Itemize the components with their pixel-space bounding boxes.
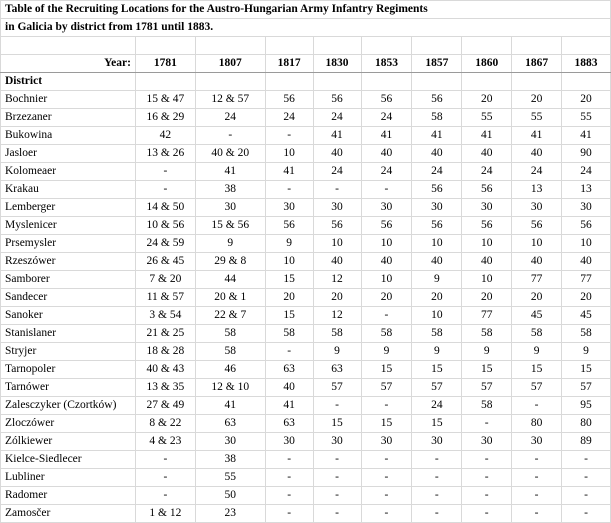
value-cell[interactable]: 63 <box>313 360 361 378</box>
value-cell[interactable]: 41 <box>195 162 265 180</box>
value-cell[interactable]: 57 <box>412 378 462 396</box>
table-row <box>1 144 611 162</box>
value-cell[interactable]: 24 <box>512 162 562 180</box>
value-cell[interactable]: 58 <box>195 342 265 360</box>
value-cell[interactable]: 12 <box>313 306 361 324</box>
district-name-cell[interactable]: Kielce-Siedlecer <box>1 450 136 468</box>
value-cell[interactable]: 55 <box>195 468 265 486</box>
table-row <box>1 450 611 468</box>
value-cell[interactable]: 30 <box>512 198 562 216</box>
value-cell[interactable]: - <box>135 180 195 198</box>
table-row <box>1 360 611 378</box>
value-cell[interactable]: 56 <box>361 216 412 234</box>
value-cell[interactable]: 15 <box>412 414 462 432</box>
value-cell[interactable]: 24 & 59 <box>135 234 195 252</box>
value-cell[interactable]: 38 <box>195 450 265 468</box>
value-cell[interactable]: 58 <box>562 324 611 342</box>
value-cell[interactable]: - <box>135 162 195 180</box>
value-cell[interactable]: 24 <box>462 162 512 180</box>
value-cell[interactable]: - <box>412 486 462 504</box>
value-cell[interactable]: 40 <box>313 144 361 162</box>
value-cell[interactable]: 77 <box>512 270 562 288</box>
value-cell[interactable]: 41 <box>265 162 313 180</box>
value-cell[interactable]: 10 <box>265 144 313 162</box>
value-cell[interactable]: 30 <box>195 198 265 216</box>
value-cell[interactable]: 77 <box>462 306 512 324</box>
district-name-cell[interactable]: Bukowina <box>1 126 136 144</box>
value-cell[interactable]: - <box>562 450 611 468</box>
value-cell[interactable]: - <box>361 504 412 522</box>
value-cell[interactable]: 30 <box>562 198 611 216</box>
value-cell[interactable]: 20 <box>412 288 462 306</box>
table-row <box>1 378 611 396</box>
value-cell[interactable]: 56 <box>265 90 313 108</box>
value-cell[interactable]: 57 <box>562 378 611 396</box>
value-cell[interactable]: 40 <box>512 252 562 270</box>
district-header-row <box>1 72 611 90</box>
year-header-cell[interactable]: 1853 <box>361 54 412 72</box>
value-cell[interactable]: - <box>313 396 361 414</box>
table-row <box>1 90 611 108</box>
value-cell[interactable]: 40 <box>265 378 313 396</box>
year-header-cell[interactable]: 1817 <box>265 54 313 72</box>
value-cell[interactable]: 57 <box>313 378 361 396</box>
value-cell[interactable]: 16 & 29 <box>135 108 195 126</box>
value-cell[interactable]: - <box>135 450 195 468</box>
value-cell[interactable]: - <box>135 468 195 486</box>
district-name-cell[interactable]: Radomer <box>1 486 136 504</box>
table-title-line1: Table of the Recruiting Locations for the Austro-Hungarian Army Infantry Regiments <box>5 3 428 15</box>
value-cell[interactable]: 9 <box>361 342 412 360</box>
value-cell[interactable]: - <box>462 414 512 432</box>
table-row <box>1 306 611 324</box>
value-cell[interactable]: - <box>361 486 412 504</box>
year-header-cell[interactable]: 1857 <box>412 54 462 72</box>
value-cell[interactable]: 20 <box>361 288 412 306</box>
value-cell[interactable]: 41 <box>361 126 412 144</box>
value-cell[interactable]: 41 <box>562 126 611 144</box>
table-row <box>1 486 611 504</box>
value-cell[interactable]: 11 & 57 <box>135 288 195 306</box>
district-name-cell[interactable]: Tarnówer <box>1 378 136 396</box>
table-row <box>1 504 611 522</box>
value-cell[interactable]: 45 <box>562 306 611 324</box>
value-cell[interactable]: 20 <box>265 288 313 306</box>
district-name-cell[interactable]: Stanislaner <box>1 324 136 342</box>
value-cell[interactable]: 30 <box>361 432 412 450</box>
year-header-cell[interactable]: 1830 <box>313 54 361 72</box>
value-cell[interactable]: 58 <box>462 324 512 342</box>
district-name-cell[interactable]: Lubliner <box>1 468 136 486</box>
value-cell[interactable]: 20 <box>462 90 512 108</box>
table-row <box>1 216 611 234</box>
value-cell[interactable]: 58 <box>265 324 313 342</box>
value-cell[interactable]: - <box>265 504 313 522</box>
value-cell[interactable]: - <box>462 486 512 504</box>
value-cell[interactable]: - <box>265 180 313 198</box>
value-cell[interactable]: 10 <box>313 234 361 252</box>
value-cell[interactable]: 40 <box>361 252 412 270</box>
value-cell[interactable]: 41 <box>512 126 562 144</box>
value-cell[interactable]: 15 <box>412 360 462 378</box>
value-cell[interactable]: - <box>361 396 412 414</box>
value-cell[interactable]: 56 <box>313 90 361 108</box>
value-cell[interactable]: 30 <box>195 432 265 450</box>
value-cell[interactable]: 95 <box>562 396 611 414</box>
value-cell[interactable]: 24 <box>361 162 412 180</box>
value-cell[interactable]: 20 <box>462 288 512 306</box>
table-row <box>1 126 611 144</box>
value-cell[interactable]: 18 & 28 <box>135 342 195 360</box>
value-cell[interactable]: 12 & 10 <box>195 378 265 396</box>
blank-row <box>1 37 611 55</box>
district-name-cell[interactable]: Samborer <box>1 270 136 288</box>
value-cell[interactable]: 40 & 43 <box>135 360 195 378</box>
value-cell[interactable]: 24 <box>562 162 611 180</box>
value-cell[interactable]: 10 <box>412 234 462 252</box>
table-row <box>1 180 611 198</box>
value-cell[interactable]: 56 <box>412 216 462 234</box>
value-cell[interactable]: - <box>462 504 512 522</box>
value-cell[interactable]: 15 <box>265 270 313 288</box>
value-cell[interactable]: 10 <box>265 252 313 270</box>
value-cell[interactable]: - <box>265 450 313 468</box>
value-cell[interactable]: 45 <box>512 306 562 324</box>
value-cell[interactable]: 40 <box>562 252 611 270</box>
district-name-cell[interactable]: Prsemysler <box>1 234 136 252</box>
value-cell[interactable]: - <box>562 504 611 522</box>
value-cell[interactable]: 56 <box>462 180 512 198</box>
value-cell[interactable]: 40 <box>313 252 361 270</box>
value-cell[interactable]: 10 <box>361 270 412 288</box>
value-cell[interactable]: 40 <box>462 252 512 270</box>
value-cell[interactable]: 9 <box>562 342 611 360</box>
value-cell[interactable]: 56 <box>512 216 562 234</box>
table-row <box>1 108 611 126</box>
value-cell[interactable]: 40 <box>412 144 462 162</box>
district-name-cell[interactable]: Krakau <box>1 180 136 198</box>
value-cell[interactable]: 57 <box>512 378 562 396</box>
value-cell[interactable]: 46 <box>195 360 265 378</box>
year-header-cell[interactable]: 1781 <box>135 54 195 72</box>
value-cell[interactable]: 63 <box>265 414 313 432</box>
value-cell[interactable]: 15 & 47 <box>135 90 195 108</box>
value-cell[interactable]: 20 & 1 <box>195 288 265 306</box>
value-cell[interactable]: 30 <box>313 198 361 216</box>
value-cell[interactable]: 12 <box>313 270 361 288</box>
value-cell[interactable]: 40 & 20 <box>195 144 265 162</box>
value-cell[interactable]: 10 <box>412 306 462 324</box>
table-row <box>1 288 611 306</box>
table-row <box>1 270 611 288</box>
value-cell[interactable]: 23 <box>195 504 265 522</box>
district-name-cell[interactable]: Zloczówer <box>1 414 136 432</box>
value-cell[interactable]: 26 & 45 <box>135 252 195 270</box>
district-name-cell[interactable]: Myslenicer <box>1 216 136 234</box>
value-cell[interactable]: - <box>361 468 412 486</box>
district-name-cell[interactable]: Rzeszówer <box>1 252 136 270</box>
value-cell[interactable]: 13 & 26 <box>135 144 195 162</box>
value-cell[interactable]: - <box>462 468 512 486</box>
value-cell[interactable]: 56 <box>361 90 412 108</box>
value-cell[interactable]: 44 <box>195 270 265 288</box>
district-name-cell[interactable]: Zólkiewer <box>1 432 136 450</box>
value-cell[interactable]: - <box>313 180 361 198</box>
value-cell[interactable]: 8 & 22 <box>135 414 195 432</box>
value-cell[interactable]: - <box>313 468 361 486</box>
value-cell[interactable]: 30 <box>412 432 462 450</box>
value-cell[interactable]: 15 <box>361 414 412 432</box>
value-cell[interactable]: 14 & 50 <box>135 198 195 216</box>
title-row-2 <box>1 19 611 37</box>
value-cell[interactable]: - <box>361 180 412 198</box>
value-cell[interactable]: 10 <box>512 234 562 252</box>
value-cell[interactable]: 30 <box>412 198 462 216</box>
value-cell[interactable]: 29 & 8 <box>195 252 265 270</box>
value-cell[interactable]: 9 <box>313 342 361 360</box>
value-cell[interactable]: 42 <box>135 126 195 144</box>
table-row <box>1 468 611 486</box>
year-header-cell[interactable]: 1807 <box>195 54 265 72</box>
value-cell[interactable]: 10 <box>462 270 512 288</box>
district-name-cell[interactable]: Kolomeaer <box>1 162 136 180</box>
table-row <box>1 324 611 342</box>
value-cell[interactable]: 89 <box>562 432 611 450</box>
value-cell[interactable]: 9 <box>412 270 462 288</box>
value-cell[interactable]: 30 <box>462 198 512 216</box>
value-cell[interactable]: - <box>412 450 462 468</box>
value-cell[interactable]: - <box>265 126 313 144</box>
value-cell[interactable]: 30 <box>462 432 512 450</box>
value-cell[interactable]: 50 <box>195 486 265 504</box>
value-cell[interactable]: 24 <box>412 162 462 180</box>
district-name-cell[interactable]: Lemberger <box>1 198 136 216</box>
district-name-cell[interactable]: Zamosčer <box>1 504 136 522</box>
value-cell[interactable]: - <box>265 486 313 504</box>
value-cell[interactable]: 58 <box>412 108 462 126</box>
value-cell[interactable]: - <box>562 486 611 504</box>
table-title-line2: in Galicia by district from 1781 until 1883. <box>5 21 214 33</box>
value-cell[interactable]: 30 <box>265 198 313 216</box>
title-row-1 <box>1 1 611 19</box>
value-cell[interactable]: - <box>512 450 562 468</box>
value-cell[interactable]: 27 & 49 <box>135 396 195 414</box>
value-cell[interactable]: 10 & 56 <box>135 216 195 234</box>
value-cell[interactable]: 41 <box>313 126 361 144</box>
value-cell[interactable]: 80 <box>562 414 611 432</box>
table-row <box>1 234 611 252</box>
value-cell[interactable]: 10 <box>462 234 512 252</box>
value-cell[interactable]: 22 & 7 <box>195 306 265 324</box>
district-name-cell[interactable]: Tarnopoler <box>1 360 136 378</box>
value-cell[interactable]: 13 <box>562 180 611 198</box>
value-cell[interactable]: 55 <box>512 108 562 126</box>
value-cell[interactable]: - <box>462 450 512 468</box>
value-cell[interactable]: 9 <box>512 342 562 360</box>
year-header-cell[interactable]: 1867 <box>512 54 562 72</box>
value-cell[interactable]: 9 <box>265 234 313 252</box>
value-cell[interactable]: 56 <box>313 216 361 234</box>
value-cell[interactable]: 9 <box>462 342 512 360</box>
value-cell[interactable]: 56 <box>412 180 462 198</box>
value-cell[interactable]: 41 <box>412 126 462 144</box>
value-cell[interactable]: 41 <box>265 396 313 414</box>
value-cell[interactable]: 57 <box>462 378 512 396</box>
district-name-cell[interactable]: Jasloer <box>1 144 136 162</box>
year-label[interactable]: Year: <box>1 54 136 72</box>
value-cell[interactable]: 63 <box>195 414 265 432</box>
district-name-cell[interactable]: Zalesczyker (Czortków) <box>1 396 136 414</box>
value-cell[interactable]: - <box>265 468 313 486</box>
value-cell[interactable]: 40 <box>412 252 462 270</box>
value-cell[interactable]: 40 <box>462 144 512 162</box>
value-cell[interactable]: - <box>265 342 313 360</box>
district-name-cell[interactable]: Stryjer <box>1 342 136 360</box>
table-row <box>1 162 611 180</box>
value-cell[interactable]: 63 <box>265 360 313 378</box>
value-cell[interactable]: 58 <box>512 324 562 342</box>
value-cell[interactable]: 24 <box>313 162 361 180</box>
value-cell[interactable]: 38 <box>195 180 265 198</box>
value-cell[interactable]: - <box>512 504 562 522</box>
value-cell[interactable]: 3 & 54 <box>135 306 195 324</box>
table-row <box>1 396 611 414</box>
value-cell[interactable]: - <box>313 504 361 522</box>
value-cell[interactable]: 15 <box>313 414 361 432</box>
value-cell[interactable]: 15 & 56 <box>195 216 265 234</box>
value-cell[interactable]: 30 <box>512 432 562 450</box>
value-cell[interactable]: 40 <box>361 144 412 162</box>
value-cell[interactable]: 10 <box>562 234 611 252</box>
value-cell[interactable]: - <box>562 468 611 486</box>
value-cell[interactable]: 24 <box>195 108 265 126</box>
value-cell[interactable]: 20 <box>512 288 562 306</box>
value-cell[interactable]: 41 <box>195 396 265 414</box>
value-cell[interactable]: 58 <box>412 324 462 342</box>
value-cell[interactable]: - <box>361 306 412 324</box>
table-row <box>1 432 611 450</box>
value-cell[interactable]: 30 <box>265 432 313 450</box>
subtitle-cell[interactable] <box>1 19 611 37</box>
value-cell[interactable]: - <box>512 486 562 504</box>
value-cell[interactable]: - <box>512 468 562 486</box>
value-cell[interactable]: 15 <box>361 360 412 378</box>
value-cell[interactable]: 77 <box>562 270 611 288</box>
district-name-cell[interactable]: Bochnier <box>1 90 136 108</box>
value-cell[interactable]: 10 <box>361 234 412 252</box>
value-cell[interactable]: 56 <box>412 90 462 108</box>
value-cell[interactable]: 9 <box>195 234 265 252</box>
value-cell[interactable]: 12 & 57 <box>195 90 265 108</box>
value-cell[interactable]: - <box>412 504 462 522</box>
value-cell[interactable]: 90 <box>562 144 611 162</box>
table-row <box>1 252 611 270</box>
value-cell[interactable]: 55 <box>562 108 611 126</box>
value-cell[interactable]: 21 & 25 <box>135 324 195 342</box>
value-cell[interactable]: - <box>313 450 361 468</box>
value-cell[interactable]: 15 <box>265 306 313 324</box>
value-cell[interactable]: 15 <box>512 360 562 378</box>
value-cell[interactable]: 20 <box>562 90 611 108</box>
value-cell[interactable]: 40 <box>512 144 562 162</box>
year-header-cell[interactable]: 1883 <box>562 54 611 72</box>
value-cell[interactable]: 24 <box>412 396 462 414</box>
title-cell[interactable] <box>1 1 611 19</box>
value-cell[interactable]: 56 <box>265 216 313 234</box>
value-cell[interactable]: 55 <box>462 108 512 126</box>
value-cell[interactable]: 13 <box>512 180 562 198</box>
table-row <box>1 342 611 360</box>
value-cell[interactable]: 20 <box>313 288 361 306</box>
value-cell[interactable]: 24 <box>361 108 412 126</box>
value-cell[interactable]: 57 <box>361 378 412 396</box>
value-cell[interactable]: 15 <box>462 360 512 378</box>
value-cell[interactable]: 9 <box>412 342 462 360</box>
value-cell[interactable]: 80 <box>512 414 562 432</box>
value-cell[interactable]: 30 <box>361 198 412 216</box>
value-cell[interactable]: 1 & 12 <box>135 504 195 522</box>
table-row <box>1 414 611 432</box>
value-cell[interactable]: 20 <box>562 288 611 306</box>
value-cell[interactable]: 58 <box>462 396 512 414</box>
value-cell[interactable]: - <box>135 486 195 504</box>
value-cell[interactable]: 56 <box>462 216 512 234</box>
year-header-row <box>1 54 611 72</box>
value-cell[interactable]: 58 <box>313 324 361 342</box>
district-name-cell[interactable]: Sandecer <box>1 288 136 306</box>
district-label[interactable]: District <box>1 72 136 90</box>
value-cell[interactable]: 15 <box>562 360 611 378</box>
value-cell[interactable]: 58 <box>195 324 265 342</box>
value-cell[interactable]: 58 <box>361 324 412 342</box>
value-cell[interactable]: - <box>313 486 361 504</box>
value-cell[interactable]: - <box>195 126 265 144</box>
value-cell[interactable]: 20 <box>512 90 562 108</box>
value-cell[interactable]: 13 & 35 <box>135 378 195 396</box>
year-header-cell[interactable]: 1860 <box>462 54 512 72</box>
value-cell[interactable]: - <box>512 396 562 414</box>
value-cell[interactable]: 56 <box>562 216 611 234</box>
value-cell[interactable]: 4 & 23 <box>135 432 195 450</box>
value-cell[interactable]: - <box>412 468 462 486</box>
value-cell[interactable]: 41 <box>462 126 512 144</box>
district-name-cell[interactable]: Sanoker <box>1 306 136 324</box>
value-cell[interactable]: 7 & 20 <box>135 270 195 288</box>
blank-cell[interactable] <box>1 37 136 55</box>
table-row <box>1 198 611 216</box>
value-cell[interactable]: 24 <box>313 108 361 126</box>
value-cell[interactable]: 24 <box>265 108 313 126</box>
value-cell[interactable]: 30 <box>313 432 361 450</box>
district-name-cell[interactable]: Brzezaner <box>1 108 136 126</box>
value-cell[interactable]: - <box>361 450 412 468</box>
